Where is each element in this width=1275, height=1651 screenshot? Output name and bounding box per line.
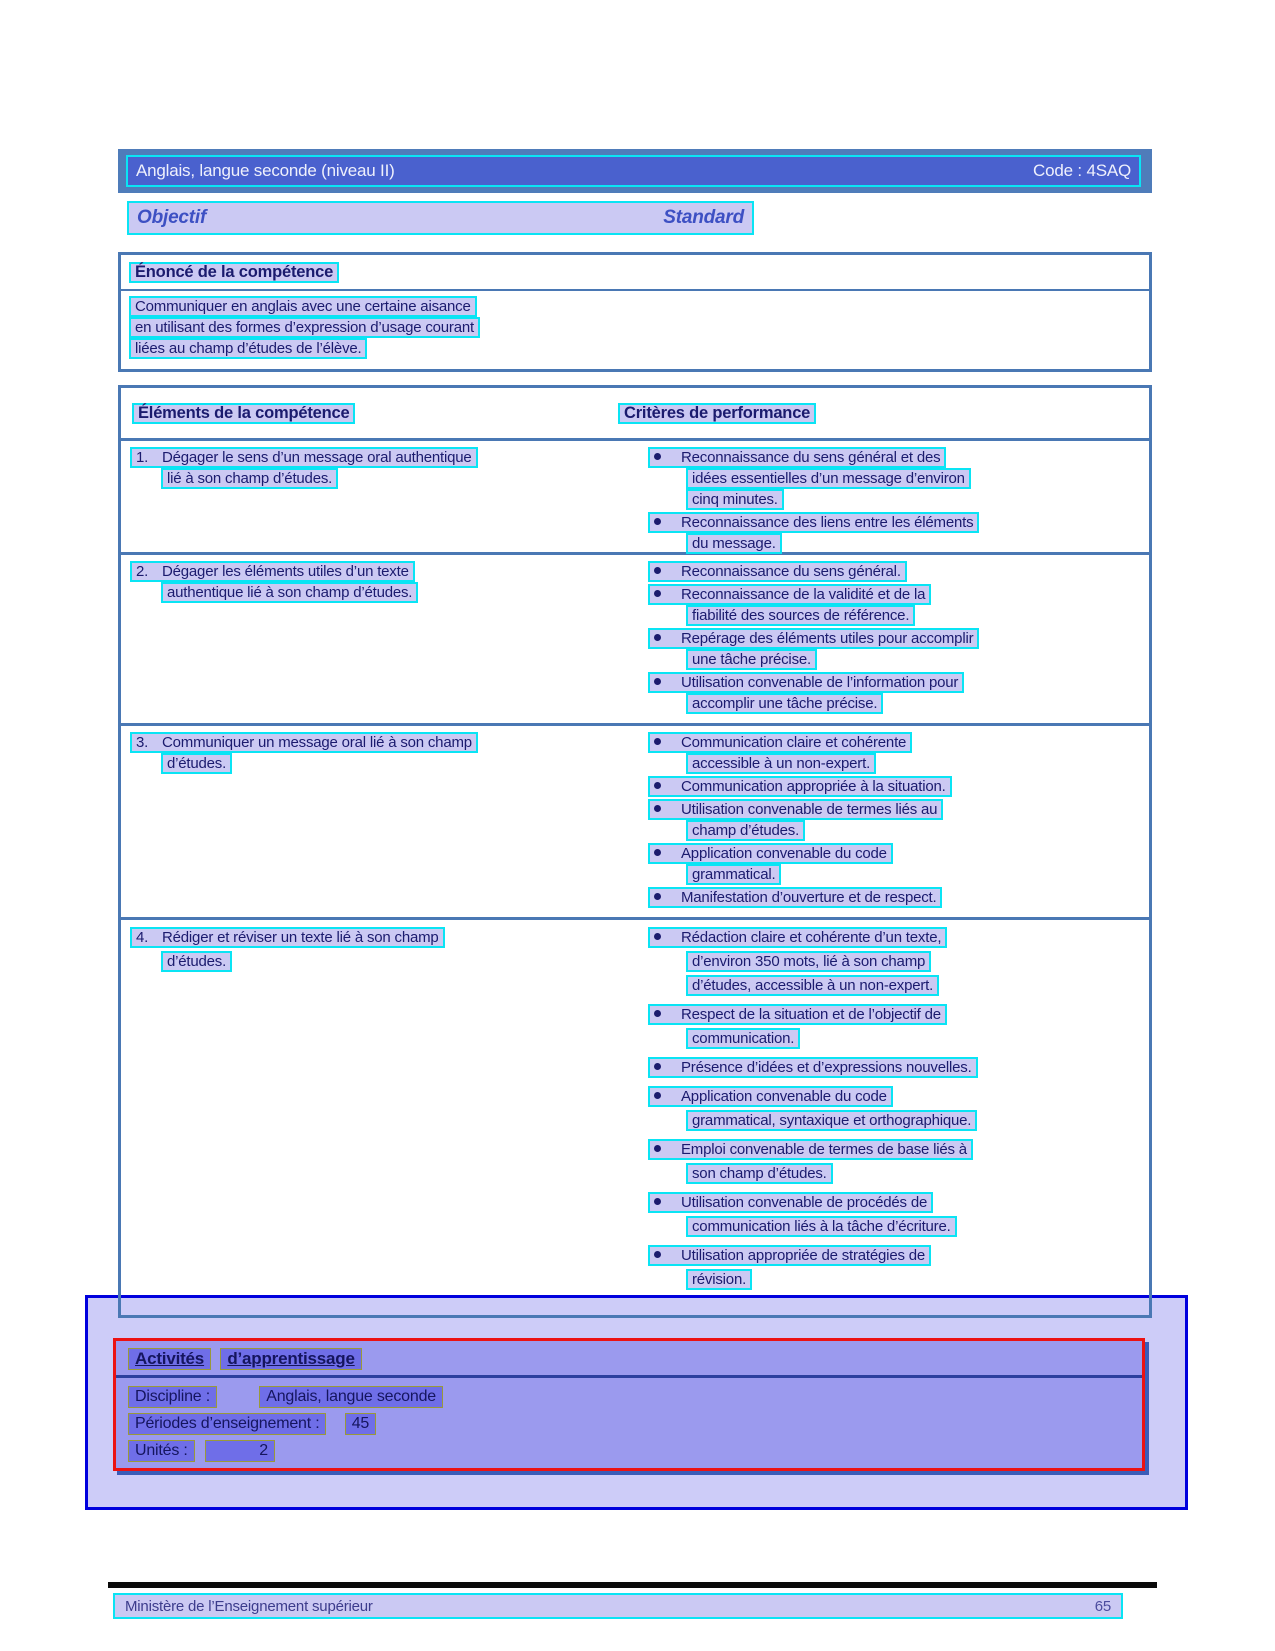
criteria-item	[648, 799, 1149, 841]
criteria-line	[686, 1109, 1149, 1133]
bullet-icon	[654, 1251, 661, 1258]
course-title: Anglais, langue seconde (niveau II)	[136, 161, 395, 180]
criteria-line-text: fiabilité des sources de référence.	[686, 605, 915, 626]
table-row	[121, 920, 1149, 1316]
bullet-icon	[654, 738, 661, 745]
criteria-item	[648, 843, 1149, 885]
criteria-line-text: une tâche précise.	[686, 649, 817, 670]
criteria-line-text: communication.	[686, 1028, 800, 1049]
criteria-line	[648, 732, 1149, 753]
criteria-line	[648, 1244, 1149, 1268]
element-cell	[121, 561, 613, 723]
element-line-text: d’études.	[161, 753, 232, 774]
enonce-body	[121, 291, 1149, 364]
activity-row	[128, 1440, 1130, 1467]
criteria-line	[648, 561, 1149, 582]
criteria-line-text: Utilisation convenable de l’information pour	[648, 672, 964, 693]
row-number: 4.	[136, 929, 149, 946]
bullet-icon	[654, 849, 661, 856]
bullet-icon	[654, 518, 661, 525]
element-cell	[121, 926, 613, 1316]
criteria-line-text: accessible à un non-expert.	[686, 753, 876, 774]
activity-label: Discipline :	[128, 1386, 217, 1408]
criteria-line	[686, 1027, 1149, 1051]
col-header-elements: Éléments de la compétence	[132, 403, 355, 424]
footer-bar	[113, 1593, 1123, 1619]
criteria-cell	[613, 447, 1149, 552]
element-line	[130, 732, 613, 753]
criteria-line	[648, 1085, 1149, 1109]
bullet-icon	[654, 1145, 661, 1152]
activities-heading-word: Activités	[128, 1348, 211, 1370]
criteria-line-text: Reconnaissance du sens général et des	[648, 447, 946, 468]
criteria-item	[648, 447, 1149, 510]
criteria-item	[648, 1191, 1149, 1239]
bullet-icon	[654, 1092, 661, 1099]
criteria-cell	[613, 732, 1149, 917]
bullet-icon	[654, 1198, 661, 1205]
criteria-item	[648, 1003, 1149, 1051]
enonce-heading: Énoncé de la compétence	[129, 262, 339, 283]
criteria-line	[648, 799, 1149, 820]
criteria-item	[648, 672, 1149, 714]
footer-ministry: Ministère de l’Enseignement supérieur	[125, 1597, 373, 1615]
element-line-text: 3. Communiquer un message oral lié à son champ	[130, 732, 478, 753]
bullet-icon	[654, 567, 661, 574]
bullet-icon	[654, 933, 661, 940]
criteria-line	[686, 489, 1149, 510]
objectif-standard-strip	[127, 201, 754, 235]
criteria-line	[648, 447, 1149, 468]
row-number: 3.	[136, 734, 149, 751]
col-header-criteres: Critères de performance	[618, 403, 816, 424]
activity-value: 45	[345, 1413, 376, 1435]
criteria-line	[686, 533, 1149, 554]
enonce-line	[129, 317, 1141, 338]
criteria-item	[648, 732, 1149, 774]
element-line	[161, 582, 613, 603]
criteria-line-text: Application convenable du code	[648, 1086, 893, 1107]
criteria-line	[648, 776, 1149, 797]
criteria-line-text: communication liés à la tâche d’écriture.	[686, 1216, 957, 1237]
element-cell	[121, 447, 613, 552]
footer-rule	[108, 1582, 1157, 1588]
criteria-cell	[613, 926, 1149, 1316]
criteria-line-text: Rédaction claire et cohérente d’un texte,	[648, 927, 947, 948]
criteria-line-text: d’études, accessible à un non-expert.	[686, 975, 939, 996]
element-line-text: d’études.	[161, 951, 232, 972]
element-line	[130, 561, 613, 582]
criteria-line-text: Reconnaissance du sens général.	[648, 561, 907, 582]
bullet-icon	[654, 782, 661, 789]
bullet-icon	[654, 590, 661, 597]
activities-heading-word: d’apprentissage	[220, 1348, 361, 1370]
criteria-line-text: cinq minutes.	[686, 489, 784, 510]
criteria-line	[648, 512, 1149, 533]
criteria-item	[648, 1085, 1149, 1133]
criteria-item	[648, 1056, 1149, 1080]
element-line	[161, 468, 613, 489]
table-row	[121, 555, 1149, 726]
criteria-line	[686, 820, 1149, 841]
criteria-line	[686, 864, 1149, 885]
criteria-line	[648, 843, 1149, 864]
criteria-line-text: Application convenable du code	[648, 843, 893, 864]
bullet-icon	[654, 634, 661, 641]
criteria-line	[686, 950, 1149, 974]
criteria-line-text: Reconnaissance des liens entre les éléments	[648, 512, 979, 533]
row-number: 1.	[136, 449, 149, 466]
activities-heading	[116, 1341, 1142, 1375]
criteria-line	[648, 887, 1149, 908]
element-line-text: 4. Rédiger et réviser un texte lié à son champ	[130, 927, 445, 948]
criteria-line	[648, 1191, 1149, 1215]
criteria-line-text: Repérage des éléments utiles pour accomplir	[648, 628, 979, 649]
objectif-label: Objectif	[137, 207, 207, 228]
criteria-line-text: Respect de la situation et de l’objectif de	[648, 1004, 947, 1025]
enonce-box	[118, 252, 1152, 372]
criteria-line	[686, 1162, 1149, 1186]
criteria-item	[648, 776, 1149, 797]
criteria-line-text: Communication appropriée à la situation.	[648, 776, 952, 797]
competence-table	[118, 385, 1152, 1318]
criteria-item	[648, 512, 1149, 554]
bullet-icon	[654, 1063, 661, 1070]
activity-row	[128, 1413, 1130, 1440]
criteria-line-text: Présence d’idées et d’expressions nouvelles.	[648, 1057, 978, 1078]
activity-value: Anglais, langue seconde	[259, 1386, 443, 1408]
element-line-text: lié à son champ d’études.	[161, 468, 338, 489]
activity-label: Périodes d’enseignement :	[128, 1413, 326, 1435]
criteria-cell	[613, 561, 1149, 723]
enonce-line-text: en utilisant des formes d’expression d’usage courant	[129, 317, 480, 338]
criteria-line	[648, 1056, 1149, 1080]
element-line	[161, 753, 613, 774]
criteria-line-text: champ d’études.	[686, 820, 805, 841]
criteria-line	[686, 605, 1149, 626]
enonce-line	[129, 296, 1141, 317]
criteria-line-text: grammatical.	[686, 864, 781, 885]
criteria-item	[648, 584, 1149, 626]
criteria-line	[648, 628, 1149, 649]
course-header-bar	[118, 149, 1152, 193]
criteria-line	[686, 693, 1149, 714]
activity-label: Unités :	[128, 1440, 195, 1462]
criteria-line-text: son champ d’études.	[686, 1163, 833, 1184]
table-header-row	[121, 388, 1149, 441]
criteria-line	[686, 649, 1149, 670]
element-line	[130, 447, 613, 468]
criteria-line-text: grammatical, syntaxique et orthographique.	[686, 1110, 977, 1131]
bullet-icon	[654, 893, 661, 900]
criteria-line	[648, 584, 1149, 605]
criteria-line-text: Emploi convenable de termes de base liés à	[648, 1139, 973, 1160]
bullet-icon	[654, 453, 661, 460]
standard-label: Standard	[663, 207, 744, 228]
footer-page-number: 65	[1094, 1597, 1111, 1615]
criteria-line	[648, 1003, 1149, 1027]
criteria-line-text: du message.	[686, 533, 782, 554]
criteria-line	[648, 672, 1149, 693]
criteria-line	[648, 1138, 1149, 1162]
activity-value: 2	[205, 1440, 275, 1462]
bullet-icon	[654, 678, 661, 685]
table-row	[121, 726, 1149, 920]
bullet-icon	[654, 805, 661, 812]
element-line	[161, 950, 613, 974]
bullet-icon	[654, 1010, 661, 1017]
criteria-line-text: Utilisation convenable de termes liés au	[648, 799, 943, 820]
criteria-line-text: d’environ 350 mots, lié à son champ	[686, 951, 931, 972]
criteria-line-text: Utilisation appropriée de stratégies de	[648, 1245, 931, 1266]
criteria-line-text: Reconnaissance de la validité et de la	[648, 584, 931, 605]
criteria-line-text: idées essentielles d’un message d’environ	[686, 468, 971, 489]
criteria-line-text: Communication claire et cohérente	[648, 732, 912, 753]
criteria-item	[648, 887, 1149, 908]
criteria-line-text: accomplir une tâche précise.	[686, 693, 883, 714]
course-header-highlight	[126, 155, 1141, 187]
criteria-line	[686, 974, 1149, 998]
element-line-text: authentique lié à son champ d’études.	[161, 582, 418, 603]
criteria-line-text: révision.	[686, 1269, 752, 1290]
criteria-line	[686, 468, 1149, 489]
enonce-line	[129, 338, 1141, 359]
element-cell	[121, 732, 613, 917]
criteria-line	[686, 1268, 1149, 1292]
activity-row	[128, 1386, 1130, 1413]
element-line-text: 1. Dégager le sens d’un message oral authentique	[130, 447, 478, 468]
criteria-item	[648, 628, 1149, 670]
criteria-item	[648, 1138, 1149, 1186]
enonce-line-text: Communiquer en anglais avec une certaine aisance	[129, 296, 477, 317]
criteria-line-text: Manifestation d’ouverture et de respect.	[648, 887, 942, 908]
criteria-line	[648, 926, 1149, 950]
criteria-item	[648, 926, 1149, 998]
row-number: 2.	[136, 563, 149, 580]
activities-box	[113, 1338, 1145, 1471]
criteria-item	[648, 561, 1149, 582]
criteria-line-text: Utilisation convenable de procédés de	[648, 1192, 933, 1213]
criteria-line	[686, 753, 1149, 774]
course-code: Code : 4SAQ	[1033, 161, 1131, 180]
element-line	[130, 926, 613, 950]
criteria-line	[686, 1215, 1149, 1239]
criteria-item	[648, 1244, 1149, 1292]
element-line-text: 2. Dégager les éléments utiles d’un texte	[130, 561, 415, 582]
table-row	[121, 441, 1149, 555]
enonce-line-text: liées au champ d’études de l’élève.	[129, 338, 367, 359]
